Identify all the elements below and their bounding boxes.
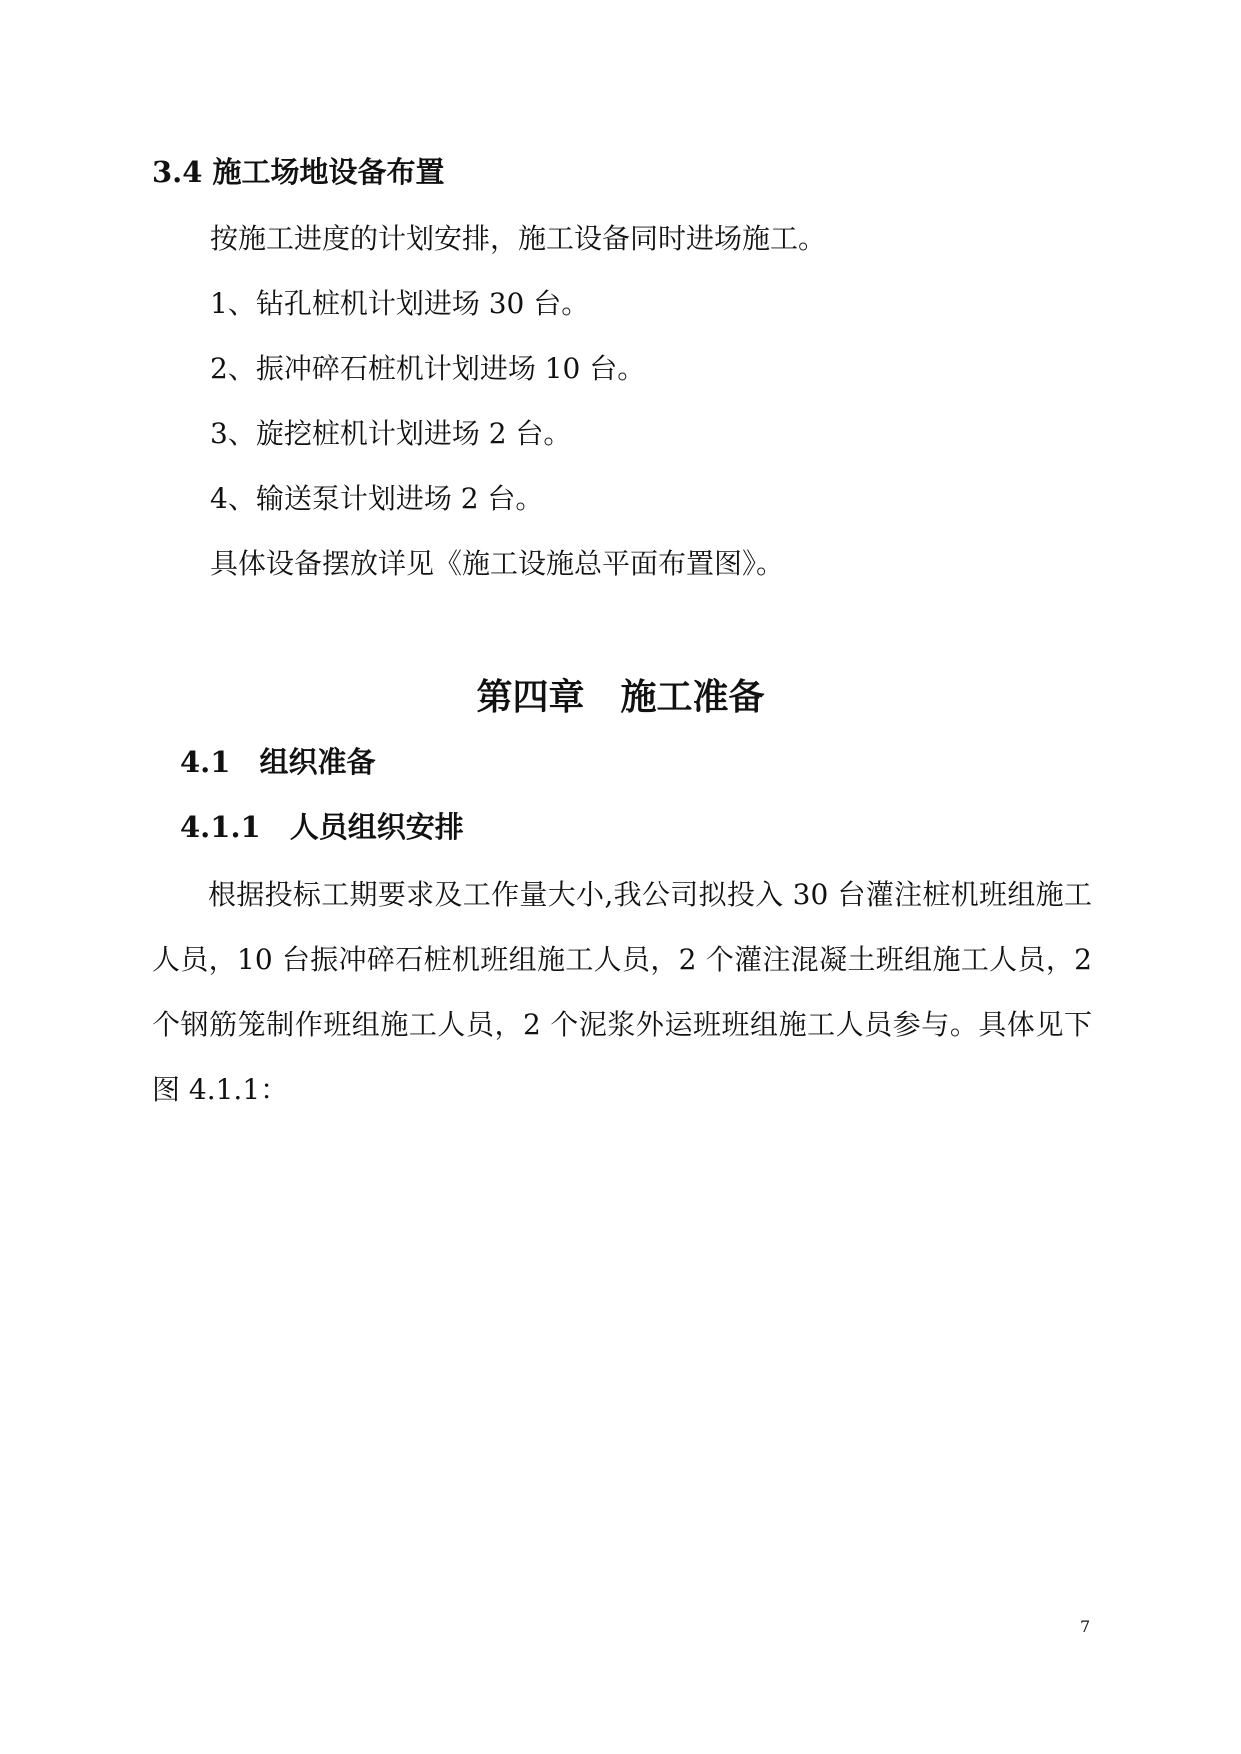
equipment-item-3: 3、旋挖桩机计划进场 2 台。	[210, 417, 572, 450]
chapter-4-title: 第四章 施工准备	[476, 676, 765, 718]
equipment-item-4: 4、输送泵计划进场 2 台。	[210, 482, 544, 515]
equipment-item-2: 2、振冲碎石桩机计划进场 10 台。	[210, 352, 646, 385]
section-4-1-1-paragraph: 根据投标工期要求及工作量大小,我公司拟投入 30 台灌注桩机班组施工人员，10 台振冲碎石桩机班组施工人员，2 个灌注混凝土班组施工人员，2 个钢筋笼制作班组施工人员，2 个泥浆外运班班组施工人员参与。具体见下图 4.1.1：	[152, 878, 1092, 1106]
section-4-1-heading: 4.1 组织准备	[180, 745, 376, 779]
section-3-4-heading: 3.4 施工场地设备布置	[152, 155, 445, 189]
page-number: 7	[1080, 1617, 1091, 1636]
section-3-4-note: 具体设备摆放详见《施工设施总平面布置图》。	[210, 547, 785, 580]
section-4-1-1-heading: 4.1.1 人员组织安排	[180, 810, 464, 844]
section-3-4-intro: 按施工进度的计划安排，施工设备同时进场施工。	[210, 222, 827, 255]
equipment-item-1: 1、钻孔桩机计划进场 30 台。	[210, 287, 590, 320]
